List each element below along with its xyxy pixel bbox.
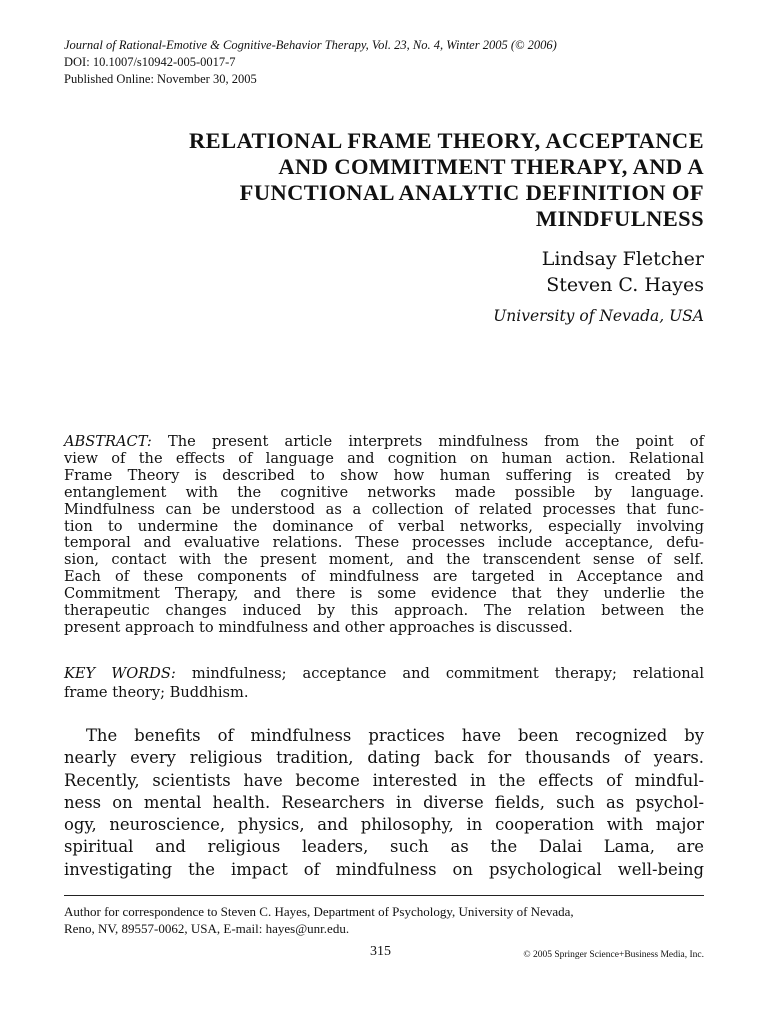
abstract-label: ABSTRACT: [64,433,152,450]
author-name: Steven C. Hayes [546,274,704,296]
article-title [64,128,704,232]
body-line: nearly every religious tradition, dating back for thousands of years. [64,748,704,768]
body-paragraph [64,725,704,881]
body-line: ogy, neuroscience, physics, and philosophy, in cooperation with major [64,815,704,835]
abstract [64,434,704,637]
author-name: Lindsay Fletcher [541,248,704,270]
title-line: FUNCTIONAL ANALYTIC DEFINITION OF [239,180,704,205]
abstract-line: tion to undermine the dominance of verbal networks, especially involving [64,517,704,535]
abstract-line: Commitment Therapy, and there is some evidence that they underlie the [64,585,704,603]
abstract-line: temporal and evaluative relations. These processes include acceptance, defu- [64,534,704,552]
abstract-line: therapeutic changes induced by this approach. The relation between the [64,602,704,620]
body-line: Recently, scientists have become interested in the effects of mindful- [64,770,704,790]
abstract-line: Frame Theory is described to show how human suffering is created by [64,466,704,484]
abstract-line: entanglement with the cognitive networks made possible by language. [64,483,704,501]
footnote-line: Reno, NV, 89557-0062, USA, E-mail: hayes@unr.edu. [64,920,350,936]
abstract-line: view of the effects of language and cognition on human action. Relational [64,449,704,467]
copyright-notice: © 2005 Springer Science+Business Media, Inc. [523,950,704,960]
abstract-line: present approach to mindfulness and other approaches is discussed. [64,618,573,636]
doi-line: DOI: 10.1007/s10942-005-0017-7 [64,55,236,69]
keywords-label: KEY WORDS: [64,665,176,682]
paper-page [64,0,704,1024]
correspondence-footnote [64,904,704,937]
abstract-line: sion, contact with the present moment, and the transcendent sense of self. [64,551,704,569]
journal-header [64,37,704,88]
body-line: spiritual and religious leaders, such as the Dalai Lama, are [64,837,704,857]
title-line: RELATIONAL FRAME THEORY, ACCEPTANCE [189,128,704,153]
journal-citation: Journal of Rational-Emotive & Cognitive-Behavior Therapy, Vol. 23, No. 4, Winter 2005 (© 2006) [64,38,557,52]
keywords-line [64,664,704,683]
keywords-text: mindfulness; acceptance and commitment therapy; relational [175,665,704,682]
body-line: The benefits of mindfulness practices have been recognized by [86,726,704,745]
abstract-text: The present article interprets mindfulness from the point of [151,433,704,450]
footnote-line: Author for correspondence to Steven C. Hayes, Department of Psychology, University of Nevada, [64,904,574,919]
body-line: ness on mental health. Researchers in diverse fields, such as psychol- [64,792,704,812]
keywords-line: frame theory; Buddhism. [64,684,249,701]
published-line: Published Online: November 30, 2005 [64,72,257,86]
author-affiliation: University of Nevada, USA [493,307,704,325]
footnote-divider [64,895,704,896]
title-line: AND COMMITMENT THERAPY, AND A [278,154,704,179]
body-line: investigating the impact of mindfulness on psychological well-being [64,859,704,879]
keywords [64,664,704,702]
page-number: 315 [370,944,391,959]
abstract-line: Each of these components of mindfulness are targeted in Acceptance and [64,568,704,586]
abstract-line: Mindfulness can be understood as a collection of related processes that func- [64,500,704,518]
author-block [64,246,704,326]
abstract-line [64,434,704,451]
title-line: MINDFULNESS [535,206,704,231]
